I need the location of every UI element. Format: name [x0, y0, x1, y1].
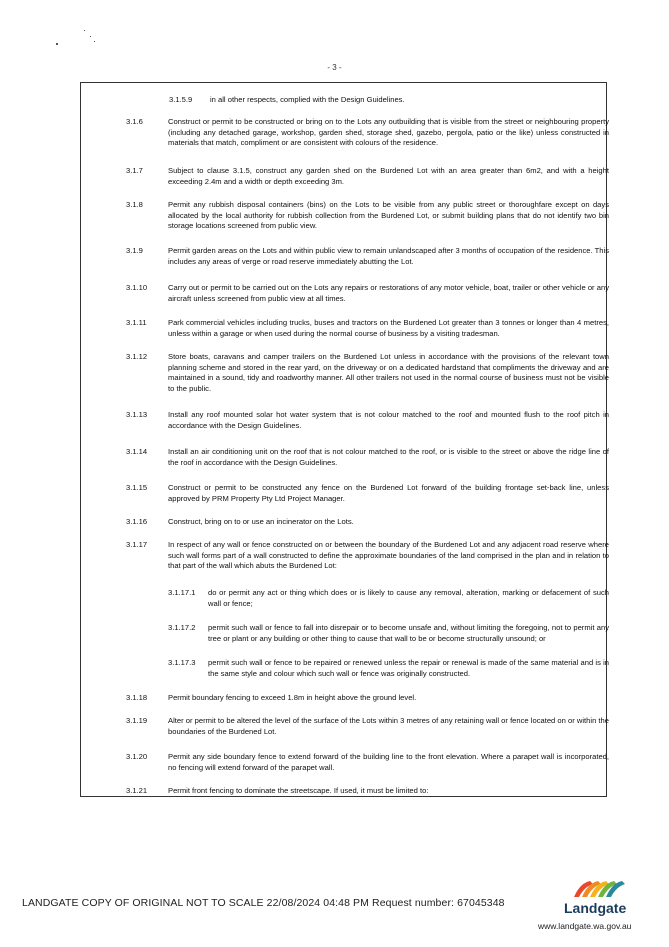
- clause-number: 3.1.5.9: [169, 95, 193, 104]
- clause-text: Permit any side boundary fence to extend forward of the building line to the front elevation. Where a parapet wall is incorporated, no fencing will extend forward of the parapet wall.: [168, 752, 609, 772]
- clause-text: Permit any rubbish disposal containers (bins) on the Lots to be visible from any public street or thoroughfare except on days allocated by the local authority for rubbish collection from the Burdened Lot, or submit building plans that do not identify two bin storage locations screened from public view.: [168, 200, 609, 231]
- clause-text: Permit garden areas on the Lots and within public view to remain unlandscaped after 3 months of occupation of the residence. This includes any areas of verge or road reserve immediately abutting the Lot.: [168, 246, 609, 266]
- clause-number: 3.1.7: [126, 166, 143, 175]
- clause-number: 3.1.13: [126, 410, 148, 419]
- clause-text: Install an air conditioning unit on the roof that is not colour matched to the roof, or is visible to the street or above the ridge line of the roof in accordance with the Design Guidelines.: [168, 447, 609, 467]
- clause-text: Construct, bring on to or use an incinerator on the Lots.: [168, 517, 354, 526]
- clause-text: Construct or permit to be constructed or bring on to the Lots any outbuilding that is visible from the street or neighbouring property (including any detached garage, workshop, garden shed, storage shed, gazebo, pergola, patio or the like) unless constructed in materials that match, compliment or are consistent with colours of the residence.: [168, 117, 609, 148]
- clause-number: 3.1.21: [126, 786, 148, 795]
- clause-text: permit such wall or fence to be repaired or renewed unless the repair or renewal is made of the same material and is in the same style and colour which such wall or fence was originally constructed.: [208, 658, 609, 678]
- clause-number: 3.1.14: [126, 447, 148, 456]
- clause-text: In respect of any wall or fence constructed on or between the boundary of the Burdened Lot and any adjacent road reserve where such wall forms part of a wall constructed to define the approximate boundaries of the land comprised in the plan and in relation to that part of the wall which abuts the Burdened Lot:: [168, 540, 609, 571]
- clause-text: do or permit any act or thing which does or is likely to cause any removal, alteration, marking or defacement of such wall or fence;: [208, 588, 609, 608]
- clause-number: 3.1.10: [126, 283, 148, 292]
- clause-text: Park commercial vehicles including trucks, buses and tractors on the Burdened Lot greater than 3 tonnes or longer than 4 metres, unless within a garage or when used during the normal course of business by a visiting tradesman.: [168, 318, 609, 338]
- scan-speck: [84, 30, 85, 31]
- clause-text: Store boats, caravans and camper trailers on the Burdened Lot unless in accordance with the provisions of the relevant town planning scheme and stored in the rear yard, on the driveway or on a dedicated hardstand that compliments the driveway and are maintained in a sound, tidy and roadworthy manner. All other trailers not used in the normal course of business must not be visible to the public.: [168, 352, 609, 393]
- landgate-logo-word: Landgate: [564, 900, 627, 916]
- clause-text: Permit boundary fencing to exceed 1.8m in height above the ground level.: [168, 693, 417, 702]
- clause-number: 3.1.12: [126, 352, 148, 361]
- landgate-url[interactable]: www.landgate.wa.gov.au: [538, 921, 632, 931]
- clause-text: Subject to clause 3.1.5, construct any garden shed on the Burdened Lot with an area greater than 6m2, and with a height exceeding 2.4m and a width or depth exceeding 3m.: [168, 166, 609, 186]
- scan-speck: [56, 43, 58, 45]
- scan-speck: [94, 41, 95, 42]
- clause-number: 3.1.11: [126, 318, 147, 327]
- clause-text: Permit front fencing to dominate the streetscape. If used, it must be limited to:: [168, 786, 429, 795]
- clause-number: 3.1.17.2: [168, 623, 196, 632]
- clause-text: Install any roof mounted solar hot water system that is not colour matched to the roof and mounted flush to the roof pitch in accordance with the Design Guidelines.: [168, 410, 609, 430]
- page-number: - 3 -: [327, 63, 342, 72]
- clause-text: permit such wall or fence to fall into disrepair or to become unsafe and, without limiting the foregoing, not to permit any tree or plant or any building or other thing to cause that wall to be or become structurally unsound; or: [208, 623, 609, 643]
- clause-text: Construct or permit to be constructed any fence on the Burdened Lot forward of the building frontage set-back line, unless approved by PRM Property Pty Ltd Project Manager.: [168, 483, 609, 503]
- clause-text: Carry out or permit to be carried out on the Lots any repairs or restorations of any motor vehicle, boat, trailer or other vehicle or any aircraft unless screened from public view at all times.: [168, 283, 609, 303]
- clause-number: 3.1.19: [126, 716, 148, 725]
- document-frame: [80, 82, 607, 797]
- clause-number: 3.1.17: [126, 540, 148, 549]
- landgate-copy-notice: LANDGATE COPY OF ORIGINAL NOT TO SCALE 22/08/2024 04:48 PM Request number: 67045348: [22, 897, 505, 909]
- clause-number: 3.1.9: [126, 246, 143, 255]
- clause-number: 3.1.6: [126, 117, 143, 126]
- clause-number: 3.1.15: [126, 483, 148, 492]
- clause-number: 3.1.16: [126, 517, 148, 526]
- clause-text: Alter or permit to be altered the level of the surface of the Lots within 3 metres of any retaining wall or fence located on or within the boundaries of the Burdened Lot.: [168, 716, 609, 736]
- scan-speck: [90, 36, 91, 37]
- clause-number: 3.1.17.1: [168, 588, 196, 597]
- clause-number: 3.1.18: [126, 693, 148, 702]
- clause-number: 3.1.17.3: [168, 658, 196, 667]
- clause-text: in all other respects, complied with the Design Guidelines.: [210, 95, 405, 104]
- clause-number: 3.1.8: [126, 200, 143, 209]
- clause-number: 3.1.20: [126, 752, 148, 761]
